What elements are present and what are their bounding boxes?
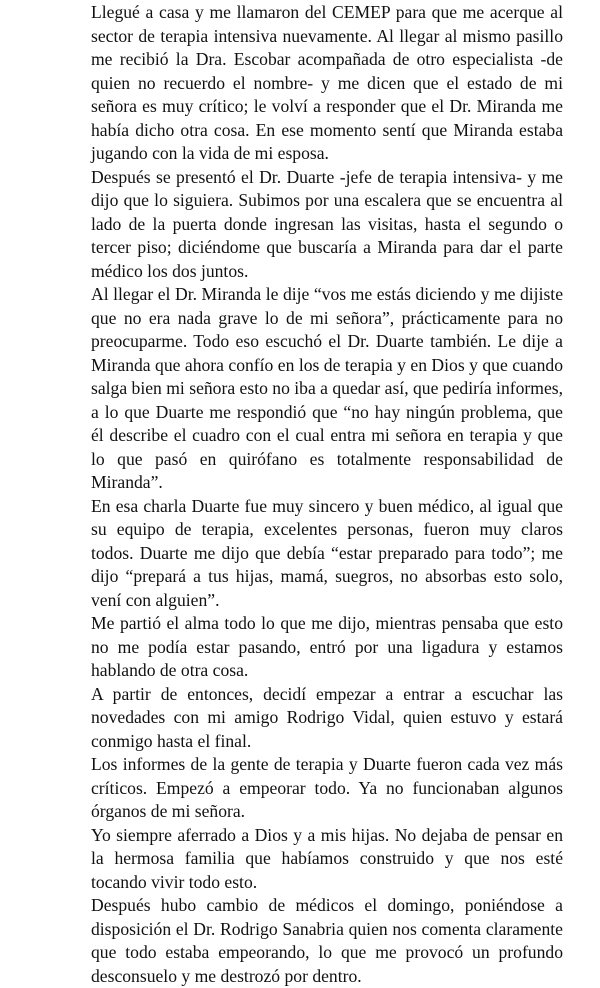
paragraph-4: En esa charla Duarte fue muy sincero y buen médico, al igual que su equipo de terapia, excelentes personas, fueron muy claros todos. Duarte me dijo que debía “estar preparado para todo”; me dijo “prepará a tus hijas, mamá, suegros, no absorbas esto solo, vení con alguien”.	[91, 495, 563, 610]
paragraph-5: Me partió el alma todo lo que me dijo, mientras pensaba que esto no me podía estar pasando, entró por una ligadura y estamos hablando de otra cosa.	[91, 613, 563, 680]
paragraph-2: Después se presentó el Dr. Duarte -jefe de terapia intensiva- y me dijo que lo siguiera. Subimos por una escalera que se encuentra al lado de la puerta donde ingresan las visitas, hasta el segundo o tercer piso; diciéndome que buscaría a Miranda para dar el parte médico los dos juntos.	[91, 166, 563, 281]
paragraph-3: Al llegar el Dr. Miranda le dije “vos me estás diciendo y me dijiste que no era nada grave lo de mi señora”, prácticamente para no preocuparme. Todo eso escuchó el Dr. Duarte también. Le dije a Miranda que ahora confío en los de terapia y en Dios y que cuando salga bien mi señora esto no iba a quedar así, que pediría informes, a lo que Duarte me respondió que “no hay ningún problema, que él describe el cuadro con el cual entra mi señora en terapia y que lo que pasó en quirófano es totalmente responsabilidad de Miranda”.	[91, 284, 563, 492]
document-page	[91, 0, 563, 988]
paragraph-8: Yo siempre aferrado a Dios y a mis hijas. No dejaba de pensar en la hermosa familia que habíamos construido y que nos esté tocando vivir todo esto.	[91, 824, 563, 892]
paragraph-1: Llegué a casa y me llamaron del CEMEP para que me acerque al sector de terapia intensiva nuevamente. Al llegar al mismo pasillo me recibió la Dra. Escobar acompañada de otro especialista -de quien no recuerdo el nombre- y me dicen que el estado de mi señora es muy crítico; le volví a responder que el Dr. Miranda me había dicho otra cosa. En ese momento sentí que Miranda estaba jugando con la vida de mi esposa.	[91, 2, 563, 163]
paragraph-9: Después hubo cambio de médicos el domingo, poniéndose a disposición el Dr. Rodrigo Sanabria quien nos comenta claramente que todo estaba empeorando, lo que me provocó un profundo desconsuelo y me destrozó por dentro.	[91, 895, 563, 986]
paragraph-7: Los informes de la gente de terapia y Duarte fueron cada vez más críticos. Empezó a empeorar todo. Ya no funcionaban algunos órganos de mi señora.	[91, 754, 563, 821]
paragraph-6: A partir de entonces, decidí empezar a entrar a escuchar las novedades con mi amigo Rodrigo Vidal, quien estuvo y estará conmigo hasta el final.	[91, 683, 563, 751]
